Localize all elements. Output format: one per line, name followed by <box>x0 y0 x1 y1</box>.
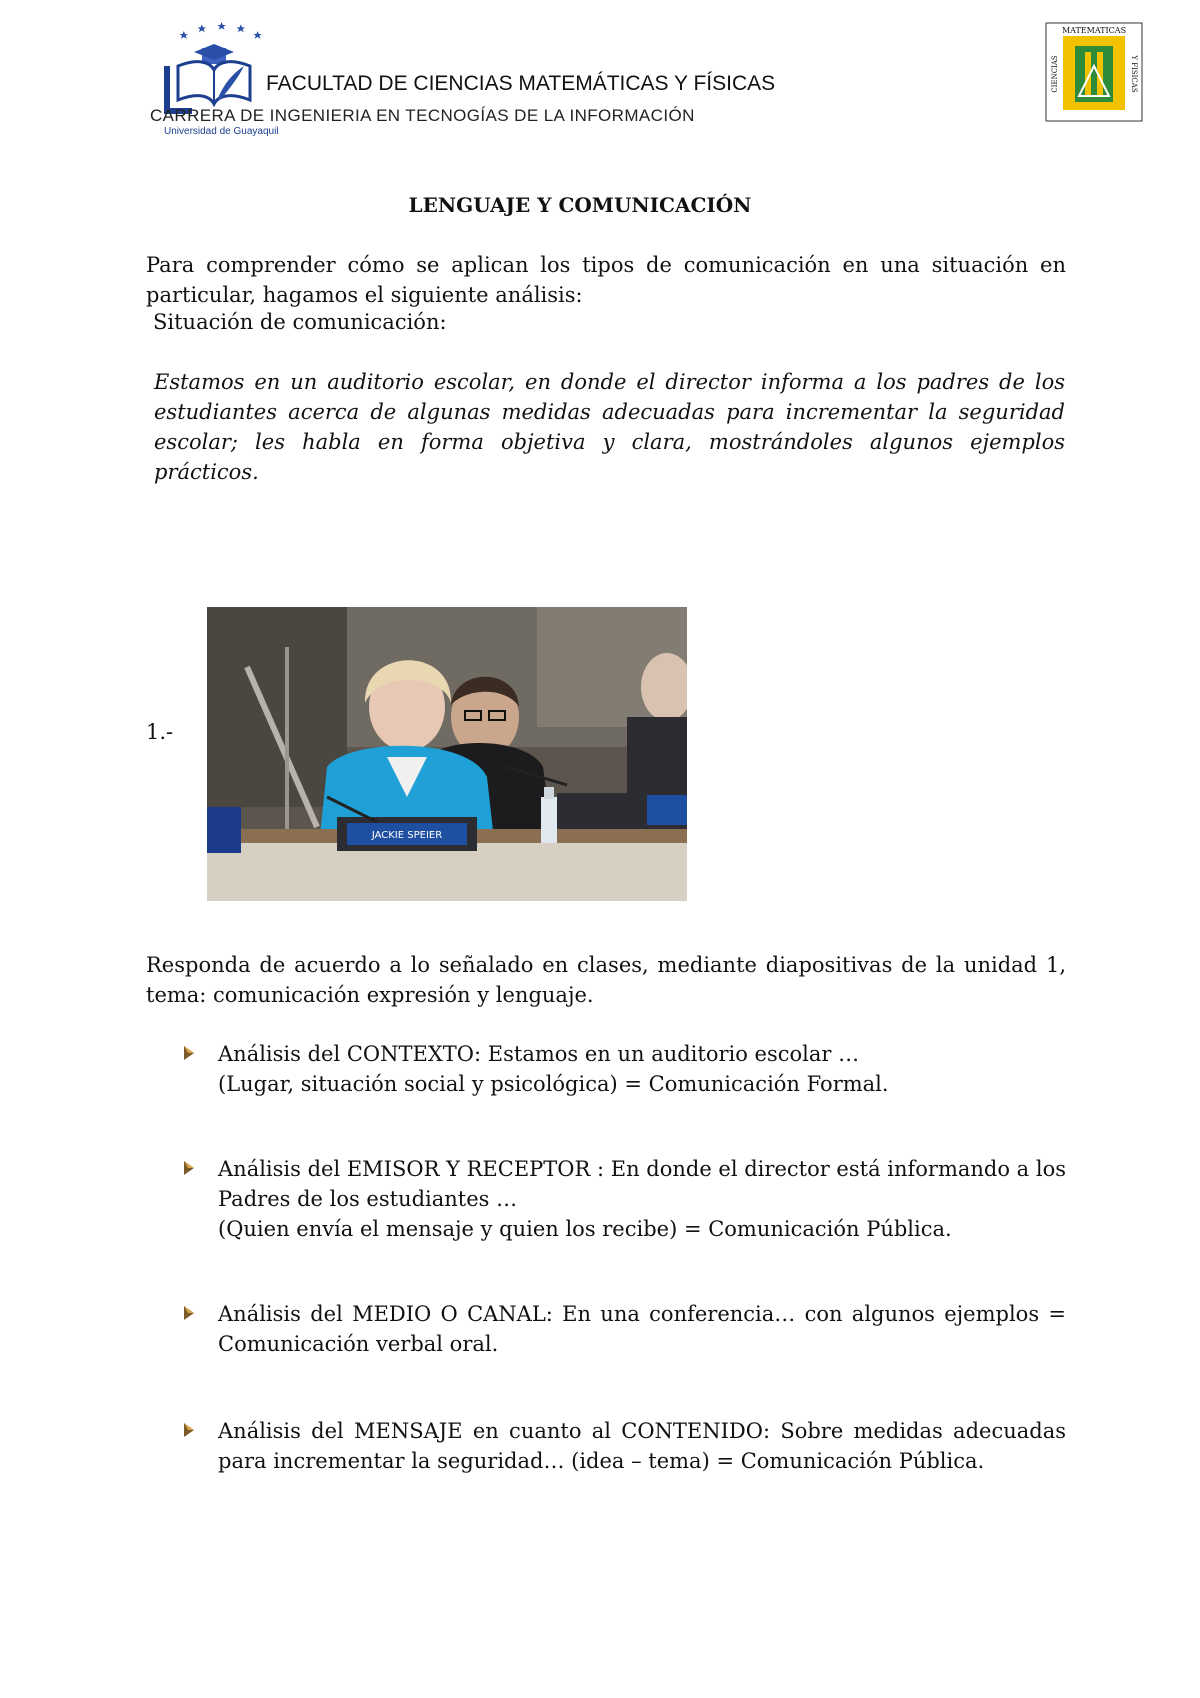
bullet-line: (Quien envía el mensaje y quien los recibe) = Comunicación Pública. <box>218 1217 952 1241</box>
bullet-text: Análisis del MENSAJE en cuanto al CONTENIDO: Sobre medidas adecuadas para incrementar la seguridad… (idea – tema) = Comunicación Pública. <box>218 1419 1066 1473</box>
situation-text: Estamos en un auditorio escolar, en donde el director informa a los padres de los estudiantes acerca de algunas medidas adecuadas para incrementar la seguridad escolar; les habla en forma objetiva y clara, mostrándoles algunos ejemplos prácticos. <box>154 370 1065 484</box>
speaker-nameplate: JACKIE SPEIER <box>371 830 443 841</box>
bullet-text: Análisis del MEDIO O CANAL: En una conferencia… con algunos ejemplos = Comunicación verbal oral. <box>218 1302 1066 1356</box>
list-item <box>182 1154 1066 1244</box>
faculty-emblem <box>1045 22 1143 122</box>
emblem-left-text: CIENCIAS <box>1051 55 1059 93</box>
bullet-line: Análisis del CONTEXTO: Estamos en un auditorio escolar … <box>218 1042 860 1066</box>
bullet-text: Análisis del EMISOR Y RECEPTOR : En donde el director está informando a los Padres de los estudiantes … <box>218 1157 1067 1211</box>
career-subtitle: CARRERA DE INGENIERIA EN TECNOGÍAS DE LA INFORMACIÓN <box>150 106 695 125</box>
bullet-line: (Lugar, situación social y psicológica) = Comunicación Formal. <box>218 1072 889 1096</box>
list-item <box>182 1039 1066 1099</box>
list-item <box>182 1416 1066 1476</box>
item-number: 1.- <box>146 720 174 744</box>
conference-photo <box>207 607 687 901</box>
conference-speaker-photo <box>207 607 687 901</box>
matematicas-fisicas-emblem-icon <box>1045 22 1143 122</box>
document-title: LENGUAJE Y COMUNICACIÓN <box>408 193 752 217</box>
bullet-arrow-icon <box>182 1421 196 1439</box>
bullet-arrow-icon <box>182 1159 196 1177</box>
intro-paragraph: Para comprender cómo se aplican los tipos de comunicación en una situación en particular, hagamos el siguiente análisis: <box>146 253 1066 307</box>
faculty-title: FACULTAD DE CIENCIAS MATEMÁTICAS Y FÍSICAS <box>266 72 776 95</box>
bullet-arrow-icon <box>182 1044 196 1062</box>
situation-label: Situación de comunicación: <box>153 310 447 334</box>
instructions-paragraph: Responda de acuerdo a lo señalado en clases, mediante diapositivas de la unidad 1, tema: comunicación expresión y lenguaje. <box>146 953 1066 1007</box>
emblem-top-text: MATEMATICAS <box>1061 26 1127 35</box>
list-item <box>182 1299 1066 1359</box>
university-logo-caption: Universidad de Guayaquil <box>164 126 279 137</box>
bullet-arrow-icon <box>182 1304 196 1322</box>
emblem-right-text: Y FISICAS <box>1130 55 1138 93</box>
